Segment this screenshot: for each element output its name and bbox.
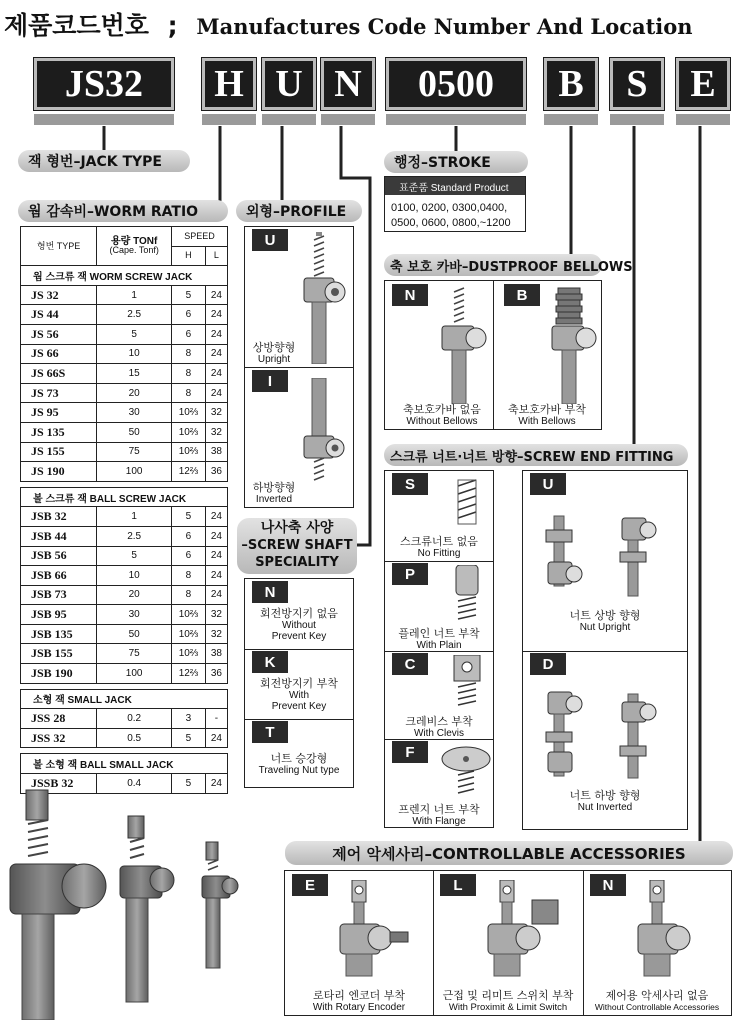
table-row [21, 728, 228, 748]
table-row [21, 644, 228, 664]
code-segment: B [544, 58, 598, 110]
table-cell: 6 [172, 546, 206, 566]
bellows-tag-n: N [392, 284, 428, 306]
table-row [21, 566, 228, 586]
table-cell: 24 [205, 774, 227, 794]
fitting-p-ko: 플레인 너트 부착 [398, 627, 480, 640]
fitting-caption-d [530, 790, 680, 813]
table-cell: 8 [172, 344, 206, 364]
table-cell: JS 66 [21, 344, 97, 364]
profile-tag-u: U [252, 229, 288, 251]
table-row [21, 546, 228, 566]
section-title-row [21, 754, 228, 774]
table-cell: 30 [97, 605, 172, 625]
table-row [21, 364, 228, 384]
bellows-caption-n [392, 404, 492, 427]
table-cell: 24 [205, 728, 227, 748]
table-cell: 20 [97, 585, 172, 605]
code-segment: H [202, 58, 256, 110]
jack-inverted-icon [290, 378, 352, 486]
table-cell: JSSB 32 [21, 774, 97, 794]
table-cell: 2.5 [97, 305, 172, 325]
table-cell: 2.5 [97, 526, 172, 546]
bellows-caption-b [497, 404, 597, 427]
code-segment: 0500 [386, 58, 526, 110]
table-cell: 5 [97, 324, 172, 344]
limit-switch-icon [478, 880, 568, 980]
shaft-n-en2: Prevent Key [271, 631, 327, 642]
table-row [21, 664, 228, 684]
table-cell: JS 56 [21, 324, 97, 344]
table-cell: 6 [172, 305, 206, 325]
screw-shaft-en2: SPECIALITY [255, 555, 339, 570]
table-cell: 38 [205, 644, 227, 664]
code-segment: U [262, 58, 316, 110]
table-cell: JSB 73 [21, 585, 97, 605]
shaft-k-en1: With [289, 690, 309, 701]
accessory-tag-e: E [292, 874, 328, 896]
col-capacity-en: (Cape. Tonf) [109, 245, 159, 256]
shaft-k-en2: Prevent Key [271, 701, 327, 712]
table-cell: JSS 32 [21, 728, 97, 748]
title-en: Manufactures Code Number And Location [196, 14, 693, 39]
fitting-tag-p: P [392, 563, 428, 585]
table-cell: JSB 56 [21, 546, 97, 566]
table-cell: 24 [205, 383, 227, 403]
stroke-line-1: 0100, 0200, 0300,0400, [391, 202, 508, 214]
fitting-f-en: With Flange [412, 816, 466, 827]
table-cell: 36 [205, 462, 227, 482]
bellows-b-en: With Bellows [518, 416, 576, 427]
table-cell: JS 190 [21, 462, 97, 482]
table-cell: 100 [97, 664, 172, 684]
shaft-n-ko: 회전방지키 없음 [260, 607, 338, 620]
table-row [21, 624, 228, 644]
stroke-box-head: 표준품 Standard Product [385, 177, 525, 195]
table-cell: JSB 135 [21, 624, 97, 644]
table-cell: 8 [172, 383, 206, 403]
table-cell: 24 [205, 507, 227, 527]
shaft-n-en1: Without [282, 620, 316, 631]
accessory-tag-n: N [590, 874, 626, 896]
ratio-table [20, 226, 228, 794]
accessory-tag-l: L [440, 874, 476, 896]
table-cell: 30 [97, 403, 172, 423]
nut-upright-icon [540, 508, 670, 598]
table-cell: 24 [205, 364, 227, 384]
table-cell: - [205, 709, 227, 729]
table-cell: 5 [172, 774, 206, 794]
col-capacity-header [97, 227, 172, 266]
bellows-header: 축 보호 카바–DUSTPROOF BELLOWS [384, 254, 602, 276]
table-cell: 8 [172, 566, 206, 586]
profile-u-ko: 상방향형 [252, 341, 296, 354]
fitting-caption-u [530, 610, 680, 633]
shaft-t-en: Traveling Nut type [258, 765, 340, 776]
table-cell: 100 [97, 462, 172, 482]
table-cell: JSB 95 [21, 605, 97, 625]
section-title-row [21, 266, 228, 286]
fitting-tag-s: S [392, 473, 428, 495]
no-accessory-jack-icon [628, 880, 708, 980]
table-cell: 8 [172, 364, 206, 384]
stroke-header: 행정–STROKE [384, 151, 528, 173]
accessory-l-ko: 근접 및 리미트 스위치 부착 [442, 989, 574, 1002]
table-row [21, 507, 228, 527]
section-title: 웜 스크류 잭 WORM SCREW JACK [21, 266, 228, 286]
accessory-caption-e [286, 990, 432, 1013]
screw-shaft-ko: 나사축 사양 [260, 520, 334, 536]
table-cell: 5 [172, 728, 206, 748]
table-row [21, 462, 228, 482]
table-cell: 5 [172, 507, 206, 527]
table-cell: 24 [205, 526, 227, 546]
shaft-caption-t [246, 753, 352, 776]
table-row [21, 585, 228, 605]
profile-caption-i [248, 482, 300, 505]
table-cell: 0.2 [97, 709, 172, 729]
table-cell: 10 [97, 566, 172, 586]
table-cell: JSB 66 [21, 566, 97, 586]
table-cell: JSB 155 [21, 644, 97, 664]
profile-u-en: Upright [257, 354, 291, 365]
col-type-header: 형번 TYPE [21, 227, 97, 266]
accessory-n-ko: 제어용 악세사리 없음 [605, 989, 709, 1002]
table-cell: 24 [205, 324, 227, 344]
table-cell: 75 [97, 442, 172, 462]
table-header-row [21, 227, 228, 247]
section-title: 소형 잭 SMALL JACK [21, 689, 228, 709]
accessories-header: 제어 악세사리–CONTROLLABLE ACCESSORIES [285, 841, 733, 865]
product-photo [0, 780, 280, 1020]
accessory-caption-l [434, 990, 582, 1013]
table-cell: 0.5 [97, 728, 172, 748]
code-segment: S [610, 58, 664, 110]
table-cell: 24 [205, 285, 227, 305]
plain-nut-icon [448, 565, 488, 625]
no-fitting-icon [448, 478, 488, 528]
table-row [21, 305, 228, 325]
table-cell: JS 32 [21, 285, 97, 305]
table-row [21, 442, 228, 462]
stroke-box [384, 176, 526, 232]
fitting-caption-p [386, 628, 492, 651]
table-cell: 24 [205, 566, 227, 586]
fitting-u-ko: 너트 상방 향형 [569, 609, 641, 622]
table-cell: 32 [205, 403, 227, 423]
fitting-tag-f: F [392, 741, 428, 763]
table-cell: JSB 32 [21, 507, 97, 527]
shaft-tag-k: K [252, 651, 288, 673]
table-cell: JSB 190 [21, 664, 97, 684]
table-cell: 32 [205, 422, 227, 442]
col-capacity-ko: 용량 TONf [110, 236, 158, 248]
table-row [21, 285, 228, 305]
table-cell: 1 [97, 507, 172, 527]
table-row [21, 709, 228, 729]
table-cell: 10⅔ [172, 624, 206, 644]
table-cell: 10⅔ [172, 403, 206, 423]
table-cell: 0.4 [97, 774, 172, 794]
profile-i-ko: 하방향형 [252, 481, 296, 494]
profile-header: 외형–PROFILE [236, 200, 362, 222]
col-h-header: H [172, 246, 206, 266]
section-title: 볼 스크류 잭 BALL SCREW JACK [21, 487, 228, 507]
table-cell: 5 [97, 546, 172, 566]
fitting-tag-c: C [392, 653, 428, 675]
table-cell: 10 [97, 344, 172, 364]
fitting-f-ko: 프렌지 너트 부착 [398, 803, 480, 816]
table-cell: 10⅔ [172, 605, 206, 625]
col-speed-header: SPEED [172, 227, 228, 247]
table-cell: 10⅔ [172, 442, 206, 462]
table-cell: 6 [172, 324, 206, 344]
table-cell: 24 [205, 585, 227, 605]
screw-shaft-header [237, 518, 357, 574]
shaft-tag-n: N [252, 581, 288, 603]
profile-tag-i: I [252, 370, 288, 392]
accessory-caption-n [584, 990, 730, 1013]
rotary-encoder-icon [330, 880, 410, 980]
code-segment: JS32 [34, 58, 174, 110]
fitting-d-ko: 너트 하방 향형 [569, 789, 641, 802]
fitting-s-en: No Fitting [417, 548, 461, 559]
table-cell: 5 [172, 285, 206, 305]
fitting-caption-s [386, 536, 492, 559]
table-cell: 32 [205, 624, 227, 644]
shaft-caption-k [246, 678, 352, 712]
table-cell: JS 155 [21, 442, 97, 462]
title-ko: 제품코드번호 [4, 11, 149, 40]
table-cell: 24 [205, 305, 227, 325]
bellows-tag-b: B [504, 284, 540, 306]
table-cell: 15 [97, 364, 172, 384]
fitting-tag-d: D [530, 653, 566, 675]
table-row [21, 526, 228, 546]
fitting-s-ko: 스크류너트 없음 [400, 535, 478, 548]
table-cell: JSS 28 [21, 709, 97, 729]
table-cell: 50 [97, 624, 172, 644]
worm-ratio-header: 웜 감속비–WORM RATIO [18, 200, 228, 222]
clevis-icon [446, 655, 490, 715]
code-segment: N [321, 58, 375, 110]
table-row [21, 383, 228, 403]
bellows-b-ko: 축보호카바 부착 [508, 403, 586, 416]
table-cell: 38 [205, 442, 227, 462]
table-row [21, 605, 228, 625]
fitting-p-en: With Plain [416, 640, 462, 651]
section-title-row [21, 487, 228, 507]
jack-without-bellows-icon [430, 286, 492, 404]
fitting-d-en: Nut Inverted [577, 802, 633, 813]
code-segment: E [676, 58, 730, 110]
table-cell: 32 [205, 605, 227, 625]
table-cell: 10⅔ [172, 422, 206, 442]
table-cell: JS 73 [21, 383, 97, 403]
table-cell: 3 [172, 709, 206, 729]
nut-inverted-icon [540, 688, 670, 780]
section-title-row [21, 689, 228, 709]
table-cell: 12⅔ [172, 664, 206, 684]
accessory-e-en: With Rotary Encoder [312, 1002, 406, 1013]
stroke-line-2: 0500, 0600, 0800,~1200 [391, 217, 511, 229]
table-cell: 36 [205, 664, 227, 684]
table-cell: JS 135 [21, 422, 97, 442]
worm-ratio-table [20, 226, 228, 794]
flange-nut-icon [438, 745, 498, 805]
accessory-n-en: Without Controllable Accessories [594, 1002, 720, 1012]
table-cell: 12⅔ [172, 462, 206, 482]
fitting-c-en: With Clevis [413, 728, 464, 739]
shaft-caption-n [246, 608, 352, 642]
stroke-values [385, 195, 525, 237]
table-cell: 10⅔ [172, 644, 206, 664]
shaft-t-ko: 너트 승강형 [270, 752, 328, 765]
jack-type-header: 잭 형번–JACK TYPE [18, 150, 190, 172]
profile-i-en: Inverted [255, 494, 293, 505]
table-cell: JS 66S [21, 364, 97, 384]
table-cell: 50 [97, 422, 172, 442]
section-title: 볼 소형 잭 BALL SMALL JACK [21, 754, 228, 774]
col-l-header: L [205, 246, 227, 266]
table-cell: JS 95 [21, 403, 97, 423]
table-cell: JSB 44 [21, 526, 97, 546]
bellows-n-en: Without Bellows [406, 416, 478, 427]
jack-with-bellows-icon [540, 286, 602, 404]
table-row [21, 422, 228, 442]
table-cell: 75 [97, 644, 172, 664]
end-fitting-header: 스크류 너트·너트 방향–SCREW END FITTING [384, 444, 688, 466]
table-row [21, 344, 228, 364]
accessory-e-ko: 로타리 엔코더 부착 [312, 989, 405, 1002]
table-cell: 8 [172, 585, 206, 605]
table-cell: 20 [97, 383, 172, 403]
table-cell: JS 44 [21, 305, 97, 325]
accessory-l-en: With Proximit & Limit Switch [448, 1002, 568, 1013]
fitting-caption-f [386, 804, 492, 827]
profile-caption-u [248, 342, 300, 365]
fitting-caption-c [386, 716, 492, 739]
shaft-tag-t: T [252, 721, 288, 743]
table-cell: 1 [97, 285, 172, 305]
fitting-tag-u: U [530, 473, 566, 495]
table-row [21, 403, 228, 423]
bellows-n-ko: 축보호카바 없음 [403, 403, 481, 416]
fitting-c-ko: 크레비스 부착 [405, 715, 473, 728]
screw-shaft-en1: –SCREW SHAFT [241, 538, 353, 553]
table-cell: 24 [205, 344, 227, 364]
table-cell: 24 [205, 546, 227, 566]
shaft-k-ko: 회전방지키 부착 [260, 677, 338, 690]
table-row [21, 324, 228, 344]
title-separator: ; [167, 11, 178, 40]
table-cell: 6 [172, 526, 206, 546]
fitting-u-en: Nut Upright [579, 622, 631, 633]
